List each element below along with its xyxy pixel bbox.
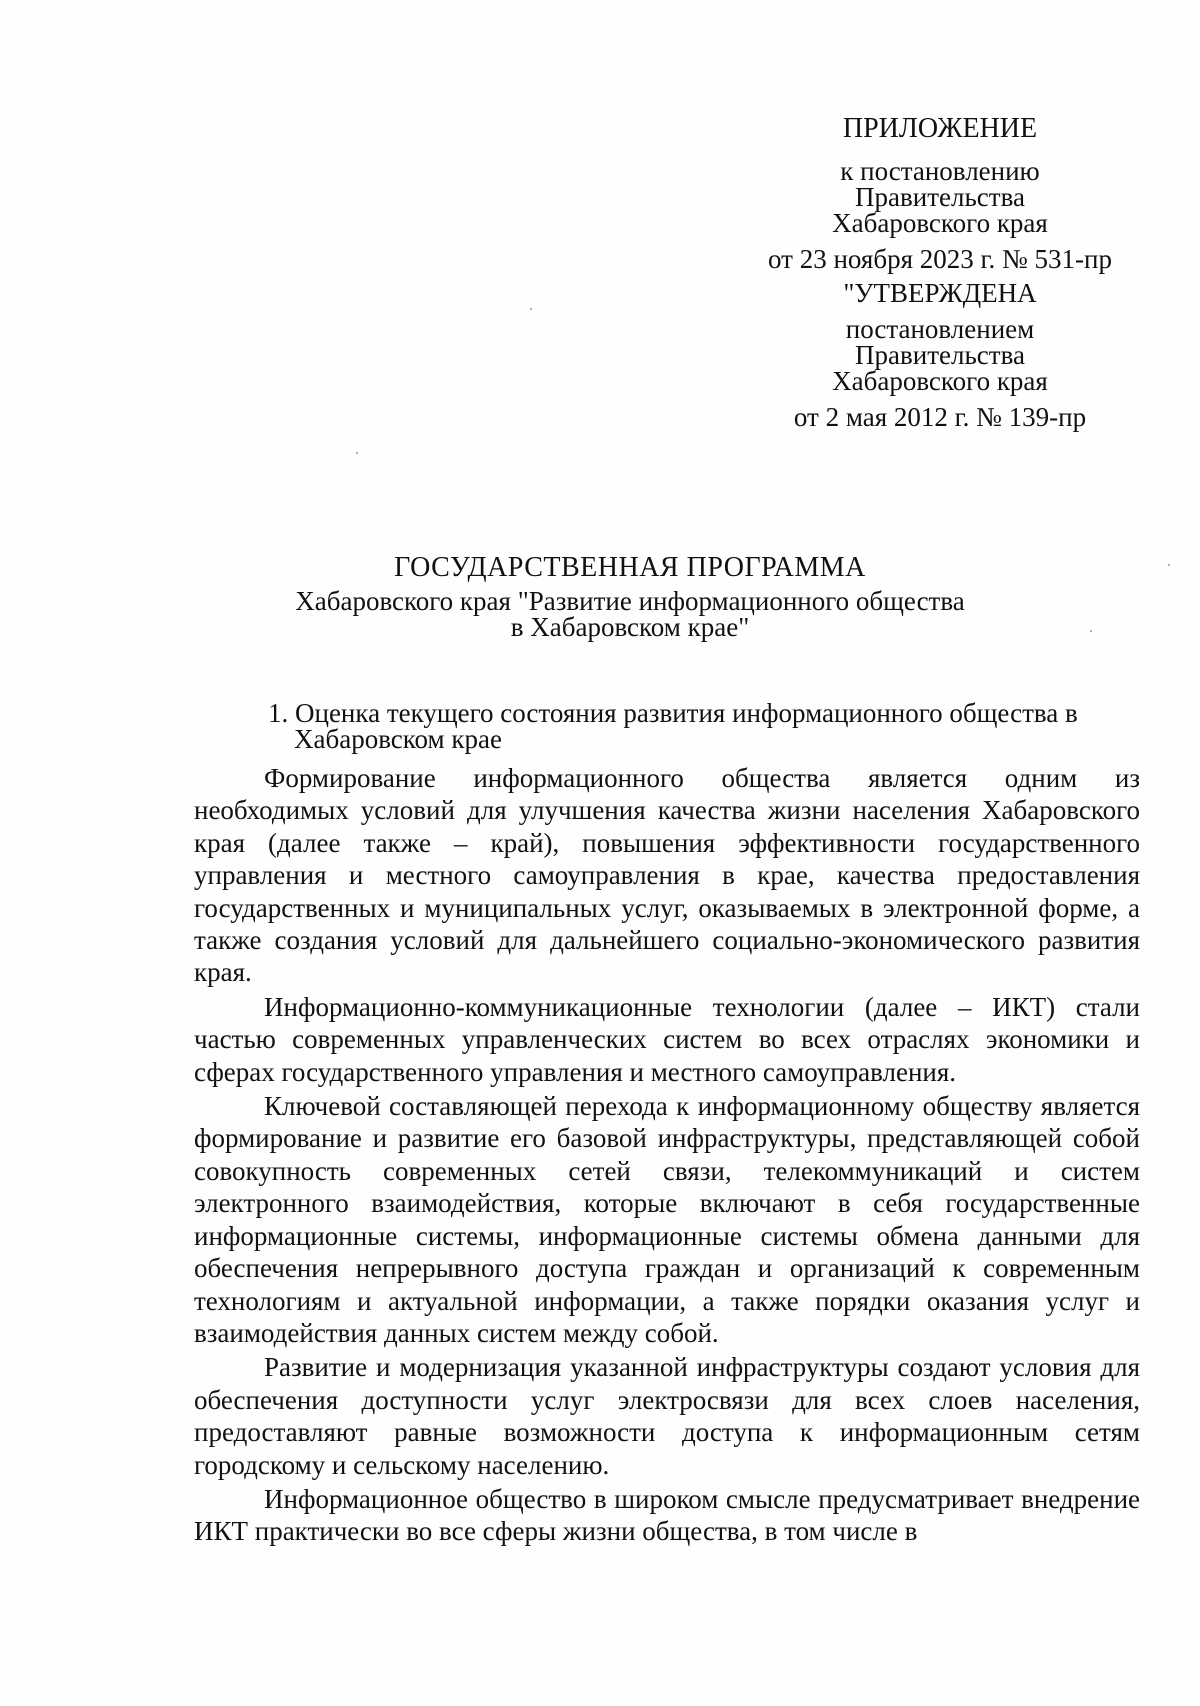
region-2: Хабаровского края	[832, 366, 1048, 396]
section-heading	[268, 700, 1148, 752]
scan-speck	[530, 308, 532, 310]
paragraph: Ключевой составляющей перехода к информационному обществу является формирование и развитие его базовой инфраструктуры, представляющей собой совокупность современных сетей связи, телекоммуникаций и систем электронного взаимодействия, которые включают в себя государственные информационные системы, информационные системы обмена данными для обеспечения непрерывного доступа граждан и организаций к современным технологиям и актуальной информации, а также порядки оказания услуг и взаимодействия данных систем между собой.	[194, 1091, 1140, 1348]
body-text	[194, 762, 1140, 1550]
approved-label: "УТВЕРЖДЕНА	[843, 278, 1037, 308]
scan-speck	[356, 452, 358, 454]
paragraph: Информационное общество в широком смысле предусматривает внедрение ИКТ практически во все сферы жизни общества, в том числе в	[194, 1483, 1140, 1547]
program-subtitle-line1: Хабаровского края "Развитие информационного общества	[295, 586, 965, 616]
appendix-block	[720, 112, 1160, 434]
scan-speck	[1168, 564, 1170, 566]
section-heading-line2: Хабаровском крае	[294, 724, 502, 754]
program-title: ГОСУДАРСТВЕННАЯ ПРОГРАММА	[394, 552, 866, 583]
paragraph: Информационно-коммуникационные технологии (далее – ИКТ) стали частью современных управленческих систем во всех отраслях экономики и сферах государственного управления и местного самоуправления.	[194, 991, 1140, 1087]
program-title-block	[200, 548, 1060, 640]
government: Правительства	[855, 182, 1025, 212]
section-heading-line1: 1. Оценка текущего состояния развития информационного общества в	[268, 698, 1078, 728]
paragraph: Формирование информационного общества является одним из необходимых условий для улучшения качества жизни населения Хабаровского края (далее также – край), повышения эффективности государственного управления и местного самоуправления в крае, качества предоставления государственных и муниципальных услуг, оказываемых в электронной форме, а также создания условий для дальнейшего социально-экономического развития края.	[194, 763, 1140, 988]
original-date-number: от 2 мая 2012 г. № 139-пр	[793, 402, 1087, 432]
program-subtitle-line2: в Хабаровском крае"	[510, 612, 750, 642]
paragraph: Развитие и модернизация указанной инфраструктуры создают условия для обеспечения доступности услуг электросвязи для всех слоев населения, предоставляют равные возможности доступа к информационным сетям городскому и сельскому населению.	[194, 1352, 1140, 1480]
scan-speck	[1090, 630, 1092, 632]
by-resolution: постановлением	[845, 314, 1035, 344]
appendix-title: ПРИЛОЖЕНИЕ	[842, 113, 1038, 144]
region: Хабаровского края	[832, 208, 1048, 238]
to-resolution: к постановлению	[840, 156, 1040, 186]
government-2: Правительства	[855, 340, 1025, 370]
resolution-date-number: от 23 ноября 2023 г. № 531-пр	[768, 244, 1112, 274]
